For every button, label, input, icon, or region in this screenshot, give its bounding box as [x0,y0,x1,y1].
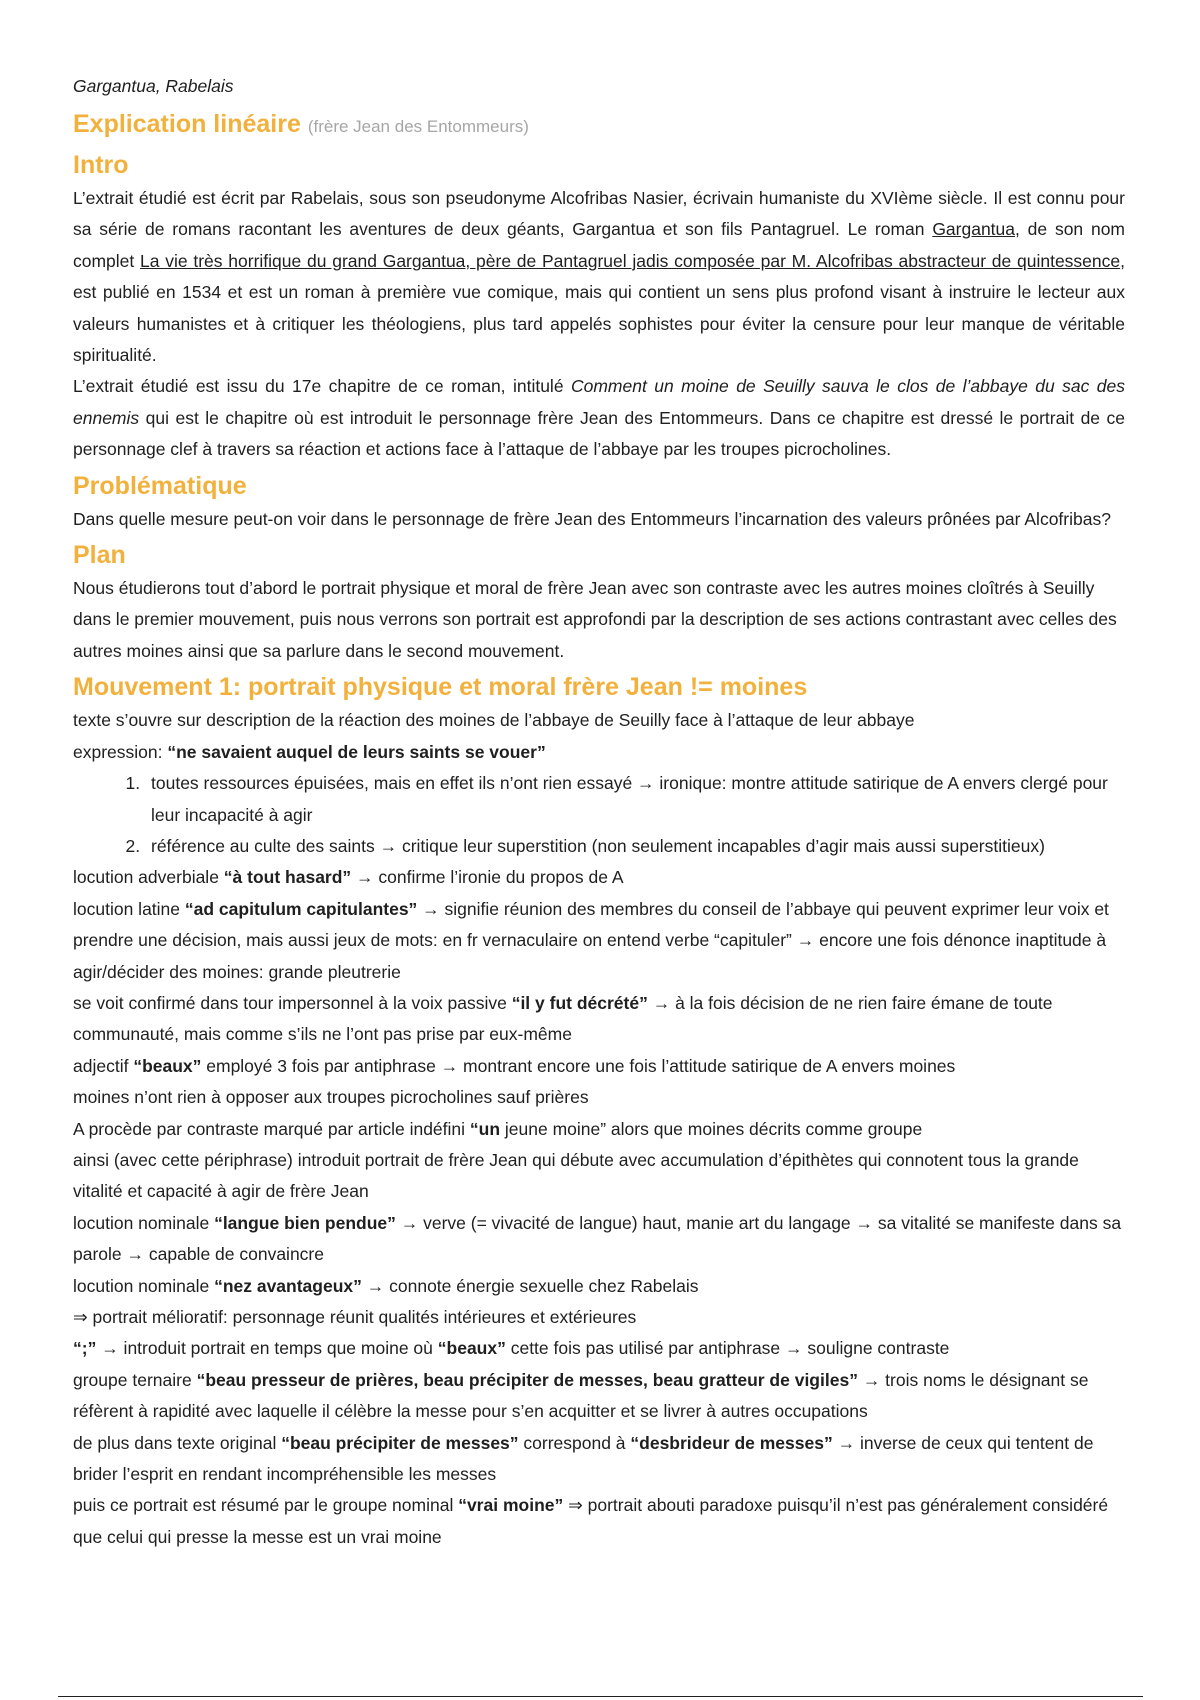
note-line [73,737,1125,768]
book-title-short: Gargantua [932,219,1016,240]
title-subtitle: (frère Jean des Entommeurs) [307,117,529,136]
plan-heading: Plan [73,541,126,570]
list-item: 2. référence au culte des saints → critique leur superstition (non seulement incapables d’agir mais aussi superstitieux) [145,831,1125,862]
note-line [73,1490,1125,1553]
source-line: Gargantua, Rabelais [73,76,234,96]
quote: “langue bien pendue” [214,1212,396,1233]
mouvement1-heading: Mouvement 1: portrait physique et moral frère Jean != moines [73,673,808,702]
note-line: ⇒ portrait mélioratif: personnage réunit qualités intérieures et extérieures [73,1307,637,1327]
quote: “beaux” [133,1055,202,1076]
intro-paragraph-2 [73,371,1125,465]
quote: “beaux” [437,1338,506,1359]
text-segment: locution nominale [73,1212,215,1233]
text-segment: , de son nom complet [73,219,1125,271]
text-segment: , est publié en 1534 et est un roman à première vue comique, mais qui contient un sens plus profond visant à instruire le lecteur aux valeurs humanistes et à critiquer les théologiens, plus tard appelés sophistes pour éviter la censure pour leur manque de véritable spiritualité. [73,250,1126,366]
text-segment: → introduit portrait en temps que moine où [96,1338,438,1359]
quote: “il y fut décrété” [511,992,648,1013]
note-line [73,1428,1125,1491]
text-segment: locution nominale [73,1275,215,1296]
quote: “nez avantageux” [214,1275,362,1296]
text-segment: L’extrait étudié est écrit par Rabelais, sous son pseudonyme Alcofribas Nasier, écrivain humaniste du XVIème siècle. Il est connu pour sa série de romans racontant les aventures de deux géants, Gargantua et son fils Pantagruel. Le roman [73,188,1125,240]
text-segment: → trois noms le désignant se réfèrent à rapidité avec laquelle il célèbre la messe pour s’en acquitter et se livrer à autres occupations [73,1369,1089,1422]
text-segment: L’extrait étudié est issu du 17e chapitre de ce roman, intitulé [73,376,571,397]
text-segment: → signifie réunion des membres du conseil de l’abbaye qui peuvent exprimer leur voix et prendre une décision, mais aussi jeux de mots: en fr vernaculaire on entend verbe “capituler” → encore une fois dénonce inaptitude à agir/décider des moines: grande pleutrerie [73,898,1109,982]
text-segment: → verve (= vivacité de langue) haut, manie art du langage → sa vitalité se manifeste dans sa parole → capable de convaincre [73,1212,1122,1265]
text-segment: de plus dans texte original [73,1432,282,1453]
text-segment: puis ce portrait est résumé par le groupe nominal [73,1495,459,1516]
problematique-text: Dans quelle mesure peut-on voir dans le personnage de frère Jean des Entommeurs l’incarnation des valeurs prônées par Alcofribas? [73,508,1111,529]
quote: “beau presseur de prières, beau précipiter de messes, beau gratteur de vigiles” [196,1369,858,1390]
title-text: Explication linéaire [73,110,301,138]
quote: “beau précipiter de messes” [281,1432,519,1453]
text-segment: → inverse de ceux qui tentent de brider l’esprit en rendant incompréhensible les messes [73,1432,1094,1485]
quote: “desbrideur de messes” [630,1432,833,1453]
intro-paragraph-1 [73,183,1125,371]
plan-text: Nous étudierons tout d’abord le portrait physique et moral de frère Jean avec son contraste avec les autres moines cloîtrés à Seuilly dans le premier mouvement, puis nous verrons son portrait est approfondi par la description de ses actions contrastant avec celles des autres moines ainsi que sa parlure dans le second mouvement. [73,578,1117,661]
note-line [73,988,1125,1051]
text-segment: employé 3 fois par antiphrase → montrant encore une fois l’attitude satirique de A envers moines [201,1055,956,1076]
note-line [73,862,1125,893]
note-line [73,1365,1125,1428]
text-segment: expression: [73,741,168,762]
document-content [73,72,1125,1553]
text-segment: locution latine [73,898,185,919]
text-segment: cette fois pas utilisé par antiphrase → souligne contraste [505,1338,950,1359]
note-line [73,1333,1125,1364]
note-line [73,1271,1125,1302]
text-segment: qui est le chapitre où est introduit le personnage frère Jean des Entommeurs. Dans ce chapitre est dressé le portrait de ce personnage clef à travers sa réaction et actions face à l’attaque de l’abbaye par les troupes picrocholines. [73,407,1125,460]
quote: “ne savaient auquel de leurs saints se vouer” [167,741,546,762]
quote: “vrai moine” [458,1495,564,1516]
page-bottom-rule [58,1696,1143,1697]
page-title [73,106,1125,145]
quote: “;” [73,1338,97,1359]
quote: “à tout hasard” [223,867,352,888]
text-segment: A procède par contraste marqué par article indéfini [73,1118,470,1139]
text-segment: ⇒ portrait abouti paradoxe puisqu’il n’est pas généralement considéré que celui qui presse la messe est un vrai moine [73,1495,1109,1547]
text-segment: jeune moine” alors que moines décrits comme groupe [500,1118,923,1139]
text-segment: locution adverbiale [73,867,224,888]
note-line: texte s’ouvre sur description de la réaction des moines de l’abbaye de Seuilly face à l’attaque de leur abbaye [73,710,915,731]
chapter-title: Comment un moine de Seuilly sauva le clos de l’abbaye du sac des ennemis [73,376,1125,428]
list-item: 1. toutes ressources épuisées, mais en effet ils n’ont rien essayé → ironique: montre attitude satirique de A envers clergé pour leur incapacité à agir [145,768,1125,831]
note-line [73,894,1125,988]
text-segment: → confirme l’ironie du propos de A [351,867,624,888]
text-segment: → à la fois décision de ne rien faire émane de toute communauté, mais comme s’ils ne l’ont pas prise par eux-même [73,992,1053,1045]
note-line [73,1051,1125,1082]
quote: “un [469,1118,501,1139]
text-segment: adjectif [73,1055,134,1076]
numbered-list [73,768,1125,862]
text-segment: groupe ternaire [73,1369,197,1390]
book-title-full: La vie très horrifique du grand Gargantua, père de Pantagruel jadis composée par M. Alcofribas abstracteur de quintessence [140,250,1121,271]
problematique-heading: Problématique [73,471,247,500]
note-line: ainsi (avec cette périphrase) introduit portrait de frère Jean qui débute avec accumulation d’épithètes qui connotent tous la grande vitalité et capacité à agir de frère Jean [73,1149,1079,1202]
quote: “ad capitulum capitulantes” [184,898,418,919]
note-line [73,1208,1125,1271]
text-segment: correspond à [518,1432,631,1453]
note-line: moines n’ont rien à opposer aux troupes picrocholines sauf prières [73,1087,589,1108]
text-segment: se voit confirmé dans tour impersonnel à la voix passive [73,992,512,1013]
text-segment: → connote énergie sexuelle chez Rabelais [361,1275,699,1296]
note-line [73,1114,1125,1145]
intro-heading: Intro [73,151,129,179]
